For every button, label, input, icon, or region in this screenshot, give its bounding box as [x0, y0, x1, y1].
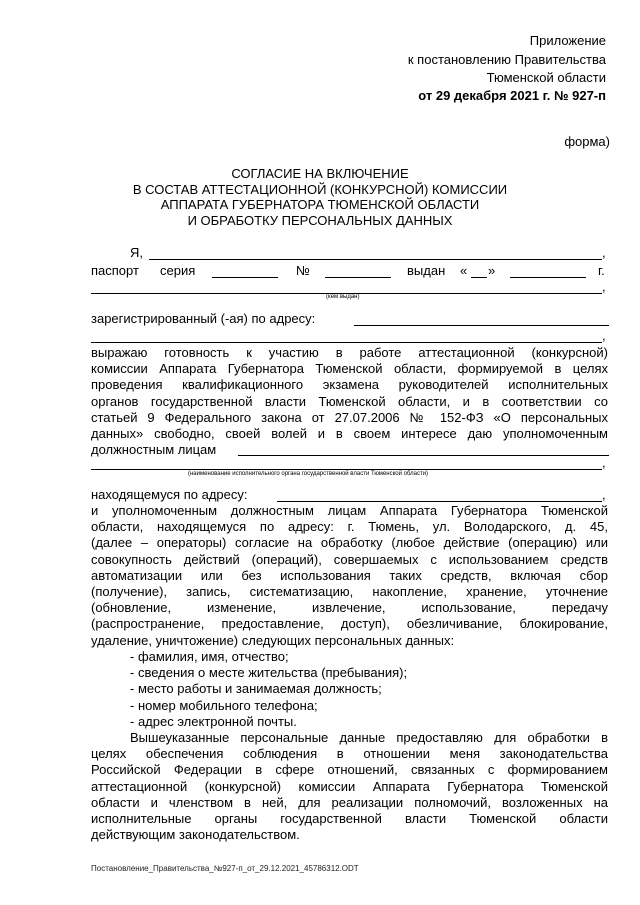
text-line: области, находящемуся по адресу: г. Тюмень, ул. Володарского, д. 45, — [91, 519, 608, 535]
text-line: (обновление, изменение, извлечение, использование, передачу — [91, 600, 608, 616]
text-line: Вышеуказанные персональные данные предоставляю для обработки в — [130, 730, 608, 745]
comma: , — [602, 245, 606, 260]
title-line-4: И ОБРАБОТКУ ПЕРСОНАЛЬНЫХ ДАННЫХ — [187, 213, 453, 228]
passport-number-field[interactable] — [325, 277, 391, 278]
text-line: проведения квалификационного экзамена руководителей исполнительных — [91, 377, 608, 393]
personal-data-list — [130, 649, 407, 730]
comma: , — [602, 455, 606, 470]
organ-hint: (наименование исполнительного органа государственной власти Тюменской области) — [188, 471, 429, 477]
issue-day-field[interactable] — [471, 277, 487, 278]
text-line: статьей 9 Федерального закона от 27.07.2006 № 152-ФЗ «О персональных — [91, 409, 608, 425]
form-label: форма) — [564, 134, 610, 149]
list-item: - место работы и занимаемая должность; — [130, 681, 382, 697]
comma: , — [602, 328, 606, 343]
consent-paragraph-2 — [91, 503, 608, 649]
text-line: Российской Федерации в сфере отношений, связанных с формированием — [91, 762, 608, 778]
label-number: № — [296, 263, 310, 278]
label-registered: зарегистрированный (-ая) по адресу: — [91, 311, 316, 326]
list-item: - адрес электронной почты. — [130, 713, 297, 729]
title-line-3: АППАРАТА ГУБЕРНАТОРА ТЮМЕНСКОЙ ОБЛАСТИ — [160, 197, 480, 212]
text-line: аттестационной (конкурсной) комиссии Аппарата Губернатора Тюменской — [91, 778, 608, 794]
file-footer: Постановление_Правительства_№927-п_от_29.12.2021_45786312.ODT — [91, 864, 359, 873]
text-line: целях обеспечения соблюдения в отношении меня законодательства — [91, 746, 608, 762]
registered-address-field[interactable] — [354, 325, 609, 326]
text-line: действующим законодательством. — [91, 827, 300, 843]
text-line: совокупность действий (операций), совершаемых с использованием средств — [91, 551, 608, 567]
header-date-number: от 29 декабря 2021 г. № 927-п — [418, 88, 606, 103]
label-passport: паспорт — [91, 263, 139, 278]
consent-paragraph-1 — [91, 345, 608, 458]
list-item: - номер мобильного телефона; — [130, 697, 318, 713]
text-line: комиссии Аппарата Губернатора Тюменской области, формируемой в целях — [91, 361, 608, 377]
text-line: должностным лицам — [91, 442, 217, 458]
text-line: (далее – операторы) согласие на обработку (любое действие (операцию) или — [91, 535, 608, 551]
issue-month-field[interactable] — [510, 277, 586, 278]
label-year: г. — [598, 263, 605, 278]
date-close-quote: » — [488, 263, 496, 278]
text-line: выражаю готовность к участию в работе аттестационной (конкурсной) — [91, 345, 608, 360]
date-open-quote: « — [460, 263, 468, 278]
authorized-persons-field-2[interactable] — [91, 469, 602, 470]
issued-by-hint: (кем выдан) — [326, 294, 360, 300]
text-line: удаление, уничтожение) следующих персональных данных: — [91, 632, 455, 648]
list-item: - сведения о месте жительства (пребывания); — [130, 665, 408, 681]
authorized-persons-field[interactable] — [238, 455, 609, 456]
label-issued: выдан — [407, 263, 446, 278]
label-series: серия — [160, 263, 196, 278]
name-field[interactable] — [149, 259, 602, 260]
comma: , — [602, 279, 606, 294]
consent-paragraph-3 — [91, 730, 608, 843]
list-item: - фамилия, имя, отчество; — [130, 649, 289, 664]
text-line: данных» свободно, своей волей и в своем интересе даю уполномоченным — [91, 426, 608, 442]
comma: , — [602, 487, 606, 502]
text-line: органов государственной власти Тюменской области, и в соответствии со — [91, 393, 608, 409]
header-appendix: Приложение — [529, 33, 606, 48]
text-line: исполнительные органы государственной власти Тюменской области — [91, 811, 608, 827]
text-line: (распространение, предоставление, доступ), обезличивание, блокирование, — [91, 616, 608, 632]
header-resolution: к постановлению Правительства — [407, 52, 606, 67]
title-line-2: В СОСТАВ АТТЕСТАЦИОННОЙ (КОНКУРСНОЙ) КОМИССИИ — [132, 182, 508, 197]
label-located: находящемуся по адресу: — [91, 487, 248, 502]
header-region: Тюменской области — [486, 70, 606, 85]
registered-address-field-2[interactable] — [91, 342, 602, 343]
text-line: и уполномоченным должностным лицам Аппарата Губернатора Тюменской — [91, 503, 608, 518]
located-address-field[interactable] — [277, 501, 602, 502]
passport-series-field[interactable] — [212, 277, 278, 278]
text-line: (получение), запись, систематизацию, накопление, хранение, уточнение — [91, 584, 608, 600]
title-line-1: СОГЛАСИЕ НА ВКЛЮЧЕНИЕ — [231, 166, 409, 181]
text-line: области и членством в ней, для реализации полномочий, возложенных на — [91, 794, 608, 810]
label-ya: Я, — [130, 245, 143, 260]
text-line: автоматизации или без использования таких средств, включая сбор — [91, 567, 608, 583]
